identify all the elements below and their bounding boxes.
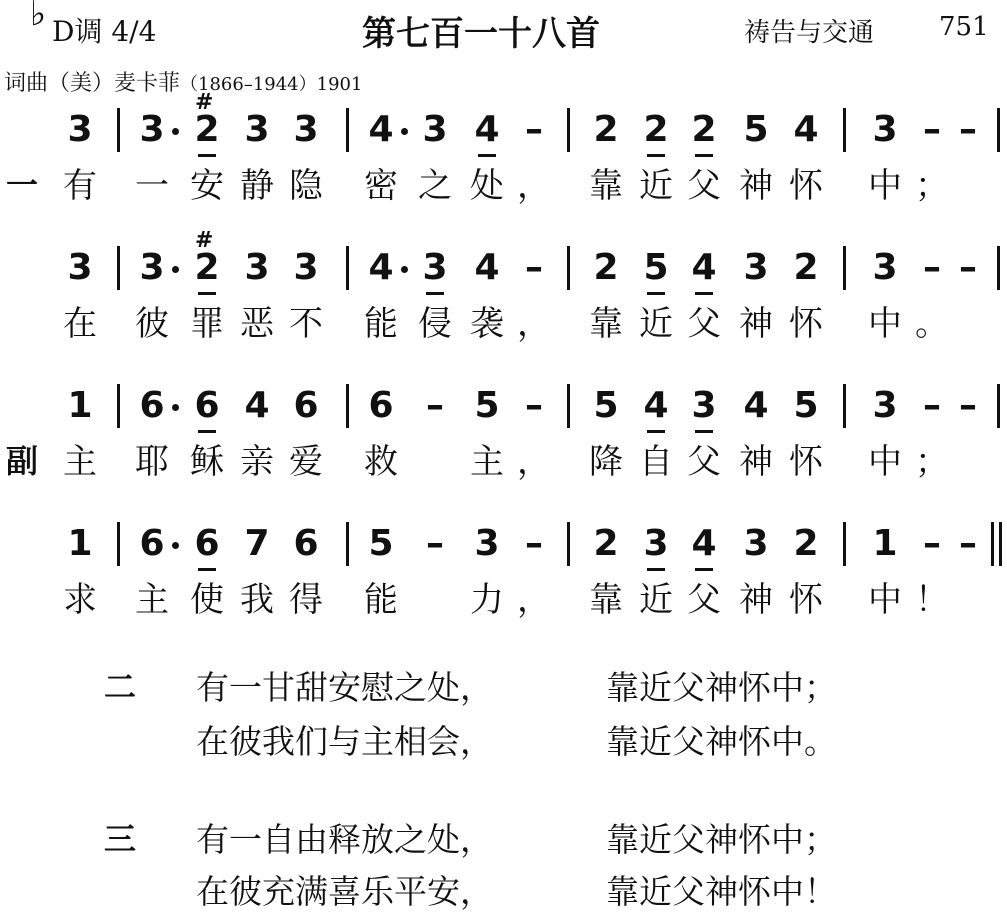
sharp-sign: #	[195, 228, 214, 253]
lyric-char: 隐	[289, 166, 323, 206]
note: 3	[474, 523, 500, 564]
note: –	[923, 523, 941, 564]
verse-label: 一	[6, 166, 39, 204]
dot-mark	[172, 266, 179, 273]
note: 2	[189, 110, 225, 150]
bar-line	[997, 246, 1000, 290]
note: 2	[638, 110, 674, 150]
dot-mark	[401, 266, 408, 273]
lyric-char: ，	[517, 166, 551, 206]
bar-line	[117, 522, 120, 566]
lyric-char: 亲	[240, 442, 274, 482]
lyric-char: 降	[589, 442, 623, 482]
lyric-char: 静	[240, 166, 274, 206]
composer-credit	[4, 66, 362, 97]
lyric-char: 处	[470, 166, 504, 206]
hymn-category: 祷告与交通	[744, 18, 875, 48]
note: 3	[872, 109, 898, 150]
note: 4	[638, 386, 674, 426]
lyric-char: ，	[517, 442, 551, 482]
lyric-char: 中	[868, 580, 902, 620]
bar-line	[346, 384, 349, 428]
note: –	[525, 247, 543, 288]
note: –	[959, 385, 977, 426]
credit-dates: （1866–1944）1901	[180, 74, 363, 95]
bar-line	[117, 108, 120, 152]
bar-line	[567, 246, 570, 290]
bar-line	[346, 522, 349, 566]
lyric-char: 怀	[789, 580, 823, 620]
verse-label: 副	[6, 442, 39, 480]
note: 3	[417, 248, 453, 288]
note: 5	[474, 385, 500, 426]
note: 2	[593, 109, 619, 150]
lyric-char: 在	[63, 304, 97, 344]
note: 3	[293, 109, 319, 150]
lyric-char: 父	[687, 166, 721, 206]
bar-line	[843, 522, 846, 566]
note: 4	[244, 385, 270, 426]
bar-line	[843, 108, 846, 152]
lyric-char: ；	[915, 166, 949, 206]
verse-number: 三	[104, 820, 137, 858]
verse-line-second-half: 靠近父神怀中；	[606, 668, 837, 707]
lyric-char: ，	[517, 304, 551, 344]
bar-line	[567, 522, 570, 566]
verse-line-first-half: 有一自由释放之处，	[196, 820, 493, 859]
dot-mark	[172, 404, 179, 411]
lyric-char: 自	[639, 442, 673, 482]
note: 3	[872, 247, 898, 288]
lyric-char: ！	[915, 580, 949, 620]
note: 3	[139, 247, 165, 288]
note: 4	[793, 109, 819, 150]
note: 3	[139, 109, 165, 150]
note: 4	[686, 524, 722, 564]
note: 5	[793, 385, 819, 426]
verse-line-second-half: 靠近父神怀中；	[606, 820, 837, 859]
lyric-char: 袭	[470, 304, 504, 344]
bar-line	[843, 384, 846, 428]
note: 6	[293, 523, 319, 564]
bar-line	[567, 108, 570, 152]
note: 5	[743, 109, 769, 150]
lyric-char: 近	[639, 166, 673, 206]
note: –	[959, 247, 977, 288]
bar-line	[346, 246, 349, 290]
note: 2	[189, 248, 225, 288]
lyric-char: 恶	[240, 304, 274, 344]
lyric-char: 主	[135, 580, 169, 620]
note: 7	[244, 523, 270, 564]
note: 3	[686, 386, 722, 426]
note: 1	[67, 523, 93, 564]
note: 3	[244, 247, 270, 288]
lyric-char: 安	[190, 166, 224, 206]
lyric-char: 神	[739, 442, 773, 482]
lyric-char: 父	[687, 304, 721, 344]
lyric-char: 神	[739, 166, 773, 206]
verse-line-first-half: 在彼充满喜乐平安，	[196, 872, 493, 911]
note: 4	[474, 247, 500, 288]
note: 5	[593, 385, 619, 426]
note: –	[525, 385, 543, 426]
dot-mark	[172, 128, 179, 135]
final-bar-line	[999, 522, 1002, 566]
note: 2	[793, 247, 819, 288]
lyric-char: ；	[915, 442, 949, 482]
verse-line-second-half: 靠近父神怀中！	[606, 872, 837, 911]
lyric-char: 能	[364, 304, 398, 344]
lyric-char: 中	[868, 166, 902, 206]
lyric-char: 主	[63, 442, 97, 482]
lyric-char: 怀	[789, 442, 823, 482]
note: 5	[638, 248, 674, 288]
note: 4	[686, 248, 722, 288]
lyric-char: 神	[739, 580, 773, 620]
note: –	[923, 385, 941, 426]
note: 4	[368, 247, 394, 288]
note: –	[959, 523, 977, 564]
lyric-char: ，	[517, 580, 551, 620]
note: 6	[368, 385, 394, 426]
credit-name: 词曲（美）麦卡菲	[4, 71, 181, 96]
hymn-number: 751	[939, 12, 989, 42]
note: 4	[743, 385, 769, 426]
lyric-char: 力	[470, 580, 504, 620]
note: –	[525, 523, 543, 564]
note: 5	[368, 523, 394, 564]
lyric-char: 我	[240, 580, 274, 620]
note: 4	[469, 110, 505, 150]
bar-line	[567, 384, 570, 428]
note: –	[426, 385, 444, 426]
note: 2	[593, 523, 619, 564]
lyric-char: 彼	[135, 304, 169, 344]
note: –	[923, 109, 941, 150]
note: 3	[67, 109, 93, 150]
dot-mark	[401, 128, 408, 135]
verse-number: 二	[104, 668, 137, 706]
lyric-char: 得	[289, 580, 323, 620]
bar-line	[117, 384, 120, 428]
key-signature: D调 4/4	[52, 15, 157, 48]
note: –	[525, 109, 543, 150]
lyric-char: 靠	[589, 580, 623, 620]
verse-line-first-half: 有一甘甜安慰之处，	[196, 668, 493, 707]
lyric-char: 救	[364, 442, 398, 482]
note: 6	[189, 524, 225, 564]
bar-line	[997, 108, 1000, 152]
lyric-char: 中	[868, 442, 902, 482]
lyric-char: 耶	[135, 442, 169, 482]
lyric-char: 罪	[190, 304, 224, 344]
sharp-sign: #	[195, 90, 214, 115]
note: 3	[67, 247, 93, 288]
lyric-char: 之	[418, 166, 452, 206]
lyric-char: 主	[470, 442, 504, 482]
bar-line	[346, 108, 349, 152]
flat-sign: ♭	[30, 0, 47, 34]
lyric-char: 。	[915, 304, 949, 344]
note: –	[923, 247, 941, 288]
note: 2	[793, 523, 819, 564]
note: 1	[872, 523, 898, 564]
lyric-char: 怀	[789, 166, 823, 206]
hymn-title: 第七百一十八首	[362, 14, 600, 54]
bar-line	[117, 246, 120, 290]
note: 2	[686, 110, 722, 150]
verse-line-first-half: 在彼我们与主相会，	[196, 722, 493, 761]
lyric-char: 靠	[589, 166, 623, 206]
note: 3	[244, 109, 270, 150]
note: 2	[593, 247, 619, 288]
dot-mark	[172, 542, 179, 549]
lyric-char: 神	[739, 304, 773, 344]
note: 1	[67, 385, 93, 426]
lyric-char: 中	[868, 304, 902, 344]
lyric-char: 父	[687, 580, 721, 620]
note: 4	[368, 109, 394, 150]
note: –	[959, 109, 977, 150]
lyric-char: 能	[364, 580, 398, 620]
lyric-char: 不	[289, 304, 323, 344]
lyric-char: 有	[63, 166, 97, 206]
note: 3	[638, 524, 674, 564]
lyric-char: 怀	[789, 304, 823, 344]
lyric-char: 稣	[190, 442, 224, 482]
note: 6	[293, 385, 319, 426]
note: 3	[422, 109, 448, 150]
note: –	[426, 523, 444, 564]
lyric-char: 侵	[418, 304, 452, 344]
lyric-char: 爱	[289, 442, 323, 482]
lyric-char: 父	[687, 442, 721, 482]
bar-line	[843, 246, 846, 290]
note: 3	[743, 247, 769, 288]
note: 6	[139, 523, 165, 564]
lyric-char: 近	[639, 304, 673, 344]
final-bar-line	[991, 522, 994, 566]
lyric-char: 一	[135, 166, 169, 206]
lyric-char: 使	[190, 580, 224, 620]
lyric-char: 近	[639, 580, 673, 620]
lyric-char: 密	[364, 166, 398, 206]
lyric-char: 求	[63, 580, 97, 620]
verse-line-second-half: 靠近父神怀中。	[606, 722, 837, 761]
note: 6	[139, 385, 165, 426]
note: 3	[293, 247, 319, 288]
lyric-char: 靠	[589, 304, 623, 344]
note: 3	[872, 385, 898, 426]
note: 3	[743, 523, 769, 564]
note: 6	[189, 386, 225, 426]
bar-line	[997, 384, 1000, 428]
